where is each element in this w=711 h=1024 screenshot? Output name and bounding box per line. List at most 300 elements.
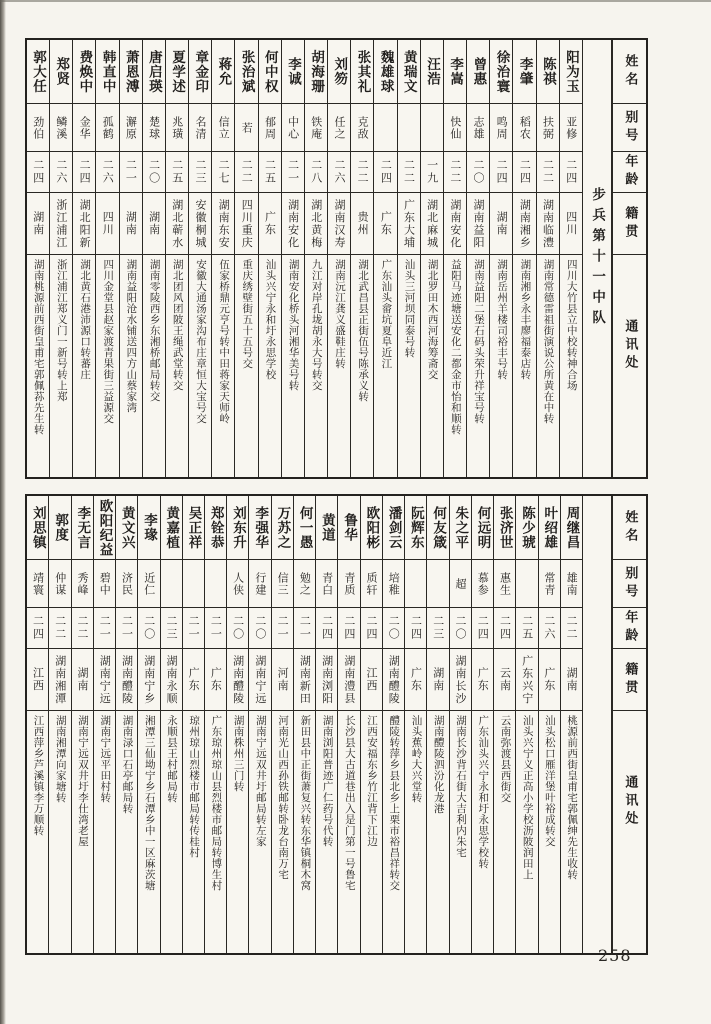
person-address: 汕头松口雁洋堡叶裕成转交 (543, 715, 556, 847)
person-name: 周继昌 (563, 505, 580, 550)
person-origin: 湖南新田 (298, 654, 312, 705)
person-column (421, 40, 444, 477)
person-name: 陈祺 (539, 57, 556, 86)
header-origin: 籍贯 (622, 205, 638, 242)
person-address: 湖南湘乡永丰廖福泰店转 (519, 259, 532, 380)
person-name: 唐启瑛 (145, 49, 162, 94)
person-name: 黄瑞文 (400, 49, 417, 94)
person-column (516, 496, 538, 953)
roster-table-bottom (25, 494, 648, 955)
person-origin: 广东兴宁 (520, 654, 534, 705)
person-column (205, 496, 227, 953)
person-name: 章金印 (192, 49, 209, 94)
person-column (316, 496, 338, 953)
person-name: 李强华 (252, 505, 269, 550)
person-origin: 湖南安化 (286, 198, 300, 249)
person-address: 湖北罗田木西河海筹斋交 (426, 259, 439, 380)
person-address: 湖南醴陵泗汾化龙港 (432, 715, 445, 814)
person-age: 二五 (263, 159, 277, 185)
person-name: 何友箴 (430, 505, 447, 550)
person-column (27, 496, 49, 953)
person-age: 二四 (365, 615, 379, 641)
person-address: 伍家桥鼎元亨号转中田蒋家天师岭 (218, 259, 231, 424)
person-name: 吴正祥 (185, 505, 202, 550)
person-column (259, 40, 282, 477)
header-name: 姓名 (622, 509, 638, 546)
person-origin: 湖南 (495, 211, 509, 236)
person-origin: 广东 (542, 667, 556, 692)
person-origin: 湖南汉寿 (332, 198, 346, 249)
person-alias: 鳞溪 (54, 115, 68, 140)
person-column (561, 496, 583, 953)
person-column (539, 496, 561, 953)
person-name: 李嵩 (447, 57, 464, 86)
header-alias: 别号 (622, 565, 638, 602)
person-column (374, 40, 397, 477)
person-address: 湖南益阳二堡石码头荣升祥宝号转 (473, 259, 485, 424)
person-column (328, 40, 351, 477)
person-age: 二四 (498, 615, 512, 641)
person-origin: 湖南 (31, 211, 45, 236)
person-address: 广东汕头畲坑夏阜近江 (380, 259, 393, 369)
person-alias: 郁周 (263, 115, 277, 140)
person-age: 二六 (332, 159, 346, 185)
person-name: 李瑑 (141, 513, 158, 542)
person-origin: 四川重庆 (240, 198, 254, 249)
person-age: 二〇 (387, 615, 401, 641)
person-age: 二〇 (453, 615, 467, 641)
person-origin: 广东 (409, 667, 423, 692)
person-column (305, 40, 328, 477)
person-address: 益阳马迹塘送安化二都金市怡和顺转 (449, 259, 462, 435)
person-age: 二二 (448, 159, 462, 185)
person-origin: 湖南宁远 (98, 654, 112, 705)
person-origin: 湖南宁远 (253, 654, 267, 705)
person-name: 张治斌 (238, 49, 255, 94)
person-name: 黄嘉植 (163, 505, 180, 550)
person-address: 永顺县王村邮局转 (165, 715, 178, 803)
person-name: 夏学述 (169, 49, 186, 94)
person-alias: 若 (240, 121, 254, 134)
person-name: 郑铨恭 (207, 505, 224, 550)
person-name: 胡海珊 (308, 49, 325, 94)
person-alias: 近仁 (142, 571, 156, 596)
person-alias: 青质 (342, 571, 356, 596)
person-origin: 湖南 (147, 211, 161, 236)
person-age: 二四 (379, 159, 393, 185)
person-column (49, 496, 71, 953)
person-address: 湖南常德雷祖街演说公所黄在中转 (542, 259, 555, 424)
person-name: 韩直中 (99, 49, 116, 94)
person-origin: 湖南益阳 (472, 198, 485, 249)
person-alias: 克敌 (356, 115, 370, 140)
person-age: 二一 (298, 615, 312, 641)
person-address: 广东琼州琼山县烈楼市邮局转博生村 (210, 715, 223, 891)
person-origin: 湖南湘潭 (53, 654, 67, 705)
person-alias: 中心 (286, 115, 300, 140)
person-column (73, 40, 96, 477)
person-address: 云南弥渡县西街交 (499, 715, 512, 803)
person-origin: 湖南 (76, 667, 89, 692)
person-address: 湖南宁远双井圩李仕湾老屋 (77, 715, 89, 847)
person-column (351, 40, 374, 477)
person-name: 欧阳彬 (363, 505, 380, 550)
person-name: 李肇 (516, 57, 533, 86)
person-age: 二四 (518, 159, 532, 185)
person-age: 二二 (541, 159, 555, 185)
person-origin: 四川 (564, 211, 578, 236)
person-address: 四川大竹县立中校转神合场 (565, 259, 578, 391)
person-age: 二六 (542, 615, 556, 641)
header-age: 年龄 (622, 154, 638, 190)
person-origin: 湖南临澧 (541, 198, 555, 249)
person-address: 湖南零陵西乡东湘桥邮局转交 (148, 259, 161, 402)
person-alias: 名清 (193, 115, 207, 140)
person-alias: 惠生 (498, 571, 512, 596)
header-origin: 籍贯 (622, 661, 638, 698)
person-name: 曾惠 (470, 57, 487, 86)
person-address: 汕头蕉岭大兴堂转 (410, 715, 423, 803)
person-name: 黄道 (318, 513, 335, 542)
person-origin: 浙江浦江 (54, 198, 68, 249)
person-column (383, 496, 405, 953)
person-column (227, 496, 249, 953)
person-alias: 任之 (332, 115, 346, 140)
person-column (94, 496, 116, 953)
person-alias: 金华 (78, 115, 92, 140)
person-name: 刘笏 (331, 57, 348, 86)
person-name: 何一愚 (296, 505, 313, 550)
header-column (612, 496, 646, 953)
person-age: 二〇 (142, 615, 156, 641)
person-alias: 勉之 (298, 571, 312, 596)
person-name: 费焕中 (76, 49, 93, 94)
person-age: 二二 (76, 615, 89, 641)
person-alias: 扶弼 (541, 115, 555, 140)
person-column (161, 496, 183, 953)
person-address: 湖南益阳沧水铺送四方山蔡家湾 (125, 259, 138, 413)
person-name: 何中权 (261, 49, 278, 94)
person-alias: 青白 (320, 571, 334, 596)
person-alias: 碧中 (98, 571, 112, 596)
person-name: 叶绍雄 (541, 505, 558, 550)
person-column (513, 40, 536, 477)
person-age: 二四 (320, 615, 334, 641)
person-origin: 广东 (187, 667, 201, 692)
person-name: 郭大任 (30, 49, 47, 94)
person-column (249, 496, 271, 953)
person-address: 重庆绣壁街五十五号交 (241, 259, 254, 369)
person-column (50, 40, 73, 477)
person-age: 二〇 (231, 615, 245, 641)
person-alias: 澥原 (124, 115, 138, 140)
person-age: 二四 (495, 159, 509, 185)
person-alias: 劲伯 (31, 115, 45, 140)
person-alias: 仲谋 (53, 571, 67, 596)
person-origin: 河南 (276, 667, 290, 692)
person-column (120, 40, 143, 477)
person-age: 二一 (124, 159, 138, 185)
person-origin: 湖北蕲水 (170, 198, 184, 249)
person-address: 湖南宁远双井圩邮局转左家 (254, 715, 267, 847)
person-address: 湖南桃源前西街皇甫宅郭佩荪先生转 (32, 259, 45, 435)
person-name: 何远明 (474, 505, 491, 550)
person-origin: 湖南永顺 (164, 654, 178, 705)
person-name: 魏雄球 (377, 49, 394, 94)
person-column (183, 496, 205, 953)
person-origin: 湖南 (431, 667, 445, 692)
person-column (472, 496, 494, 953)
person-alias: 慕参 (476, 571, 490, 596)
person-origin: 湖南醴陵 (120, 654, 134, 705)
person-alias: 稻农 (518, 115, 532, 140)
person-origin: 湖南长沙 (453, 654, 467, 705)
person-origin: 广东 (209, 667, 223, 692)
person-address: 湖北团风团陂王绳武堂转交 (171, 259, 184, 391)
header-name: 姓名 (622, 53, 638, 90)
person-address: 湖北武昌县正街伍号陈承义转 (357, 259, 370, 402)
person-age: 二三 (164, 615, 178, 641)
person-column (494, 496, 516, 953)
person-column (467, 40, 490, 477)
unit-column (583, 40, 612, 477)
person-origin: 贵州 (356, 211, 370, 236)
person-alias: 志雄 (472, 115, 485, 140)
person-name: 欧阳纪益 (96, 498, 113, 557)
person-alias: 靖寰 (31, 571, 45, 596)
person-column (537, 40, 560, 477)
person-age: 二五 (520, 615, 534, 641)
person-origin: 湖南醴陵 (231, 654, 245, 705)
person-age: 二五 (170, 159, 184, 185)
person-column (166, 40, 189, 477)
person-age: 二〇 (472, 159, 485, 185)
person-origin: 湖北麻城 (425, 198, 439, 249)
person-address: 江西安福东乡竹江背下江边 (366, 715, 379, 847)
person-address: 长沙县大古道巷出入是门第一号鲁宅 (343, 715, 356, 891)
person-column (560, 40, 583, 477)
person-column (444, 40, 467, 477)
person-alias: 信立 (217, 115, 231, 140)
person-column (294, 496, 316, 953)
person-address: 湖南浏阳普迹广仁药号代转 (321, 715, 334, 847)
person-column (143, 40, 166, 477)
person-age: 二四 (31, 615, 45, 641)
person-age: 二二 (240, 159, 254, 185)
person-origin: 湖北黄梅 (309, 198, 323, 249)
person-age: 二四 (476, 615, 490, 641)
person-column (138, 496, 160, 953)
person-age: 二一 (98, 615, 112, 641)
person-origin: 安徽桐城 (193, 198, 207, 249)
person-address: 江西萍乡芦溪镇李万顺转 (32, 715, 45, 836)
person-age: 二一 (286, 159, 300, 185)
person-column (282, 40, 305, 477)
person-age: 二四 (78, 159, 92, 185)
person-address: 汕头兴宁义正高小学校沥陂润田上 (521, 715, 534, 880)
person-origin: 广东 (263, 211, 277, 236)
person-name: 郭度 (52, 513, 69, 542)
person-address: 湖南岳州羊楼司裕丰号转 (496, 259, 509, 380)
person-name: 潘剑云 (385, 505, 402, 550)
person-age: 二四 (342, 615, 356, 641)
person-age: 二二 (356, 159, 370, 185)
roster-table-top (25, 38, 648, 479)
person-alias: 亚修 (564, 115, 578, 140)
person-column (361, 496, 383, 953)
person-column (398, 40, 421, 477)
page-number: 258 (598, 946, 632, 965)
person-origin: 云南 (498, 667, 512, 692)
person-age: 二六 (101, 159, 115, 185)
person-address: 湖南株州三门转 (232, 715, 245, 792)
person-age: 二七 (217, 159, 231, 185)
person-name: 朱之平 (452, 505, 469, 550)
person-address: 九江对岸孔垅胡永大号转交 (310, 259, 323, 391)
person-alias: 楚球 (147, 115, 161, 140)
person-column (27, 40, 50, 477)
person-address: 桃源前西街皇甫宅郭佩绅先生收转 (566, 715, 579, 880)
person-column (235, 40, 258, 477)
person-name: 万苏之 (274, 505, 291, 550)
person-alias: 超 (453, 577, 467, 590)
person-origin: 江西 (365, 667, 379, 692)
person-age: 二四 (564, 159, 578, 185)
person-alias: 质轩 (365, 571, 379, 596)
header-address: 通讯处 (622, 775, 638, 829)
person-alias: 行建 (253, 571, 267, 596)
person-name: 阮辉东 (407, 505, 424, 550)
person-origin: 湖南宁乡 (142, 654, 156, 705)
person-address: 湖南渌口石亭邮局转 (121, 715, 134, 814)
person-column (96, 40, 119, 477)
person-column (272, 496, 294, 953)
person-origin: 湖南醴陵 (387, 654, 401, 705)
person-origin: 广东 (476, 667, 490, 692)
header-column (612, 40, 646, 477)
person-name: 郑贤 (53, 57, 70, 86)
person-name: 阳为玉 (563, 49, 579, 94)
person-column (212, 40, 235, 477)
person-address: 湖北黄石港沛源口转蕃庄 (79, 259, 92, 380)
person-name: 黄文兴 (118, 505, 135, 550)
person-address: 湘潭三仙坳宁乡石潭乡中一区麻茨塘 (143, 715, 156, 891)
person-name: 张济世 (496, 505, 513, 550)
person-column (450, 496, 472, 953)
person-address: 汕头三河坝同泰号转 (403, 259, 416, 358)
person-age: 二六 (54, 159, 68, 185)
person-column (189, 40, 212, 477)
person-name: 鲁华 (341, 513, 358, 542)
person-age: 二一 (209, 615, 223, 641)
person-column (338, 496, 360, 953)
person-origin: 四川 (101, 211, 115, 236)
person-alias: 雄南 (565, 571, 579, 596)
unit-column (583, 496, 612, 953)
person-name: 李无言 (74, 505, 91, 550)
unit-label: 步兵第十一中队 (589, 186, 606, 331)
person-address: 新田县中正街萧复兴转东华镇桐木窝 (299, 715, 312, 891)
person-name: 蒋允 (215, 57, 232, 86)
person-alias: 鸣周 (495, 115, 509, 140)
person-address: 四川金堂县赵家渡青果街三益源交 (102, 259, 115, 424)
person-address: 安徽大通汤家沟布庄章恒大宝号交 (194, 259, 207, 424)
person-age: 二四 (409, 615, 423, 641)
person-address: 广东汕头兴宁永和圩永思学校转 (477, 715, 490, 869)
person-address: 醴陵转萍乡县北乡上栗市裕昌祥转交 (388, 715, 401, 891)
person-alias: 铁庵 (309, 115, 323, 140)
person-origin: 湖南浏阳 (320, 654, 334, 705)
person-age: 二三 (431, 615, 445, 641)
person-name: 李诚 (284, 57, 301, 86)
person-name: 刘东升 (229, 505, 246, 550)
person-alias: 常青 (542, 571, 556, 596)
person-name: 萧恩溥 (122, 49, 139, 94)
person-age: 二三 (193, 159, 207, 185)
person-origin: 湖南安化 (448, 198, 462, 249)
person-name: 刘思镇 (29, 505, 46, 550)
person-address: 浙江浦江郑义门一新号转上郑 (55, 259, 68, 402)
person-address: 河南光山西孙铁邮转卧龙台南万宅 (277, 715, 290, 880)
person-alias: 培稚 (387, 571, 401, 596)
person-age: 二二 (402, 159, 416, 185)
person-age: 二八 (309, 159, 323, 185)
person-name: 徐治寰 (493, 49, 510, 94)
person-alias: 快仙 (448, 115, 462, 140)
person-column (490, 40, 513, 477)
person-age: 二一 (120, 615, 134, 641)
person-address: 湖南安化桥头河湘华美号转 (287, 259, 300, 391)
person-alias: 人侠 (231, 571, 245, 596)
person-address: 琼州琼山烈楼市邮局转传桂村 (188, 715, 201, 858)
person-origin: 湖南湘乡 (518, 198, 532, 249)
person-name: 陈少琥 (519, 505, 535, 550)
person-age: 二二 (565, 615, 579, 641)
person-origin: 湖北阳新 (78, 198, 92, 249)
person-name: 张其礼 (354, 49, 371, 94)
person-age: 二一 (276, 615, 290, 641)
person-column (72, 496, 94, 953)
person-origin: 湖南澧县 (342, 654, 356, 705)
person-origin: 广东大埔 (402, 198, 416, 249)
person-age: 二一 (187, 615, 201, 641)
person-address: 湖南湘潭向家塘转 (54, 715, 67, 803)
person-origin: 湖南 (124, 211, 138, 236)
person-column (427, 496, 449, 953)
person-address: 湖南宁远平田村转 (99, 715, 112, 803)
person-column (116, 496, 138, 953)
person-origin: 江西 (31, 667, 45, 692)
person-alias: 信三 (276, 571, 290, 596)
person-column (405, 496, 427, 953)
person-origin: 湖南 (565, 667, 579, 692)
person-origin: 广东 (379, 211, 393, 236)
header-age: 年龄 (622, 610, 638, 646)
person-name: 汪浩 (423, 57, 440, 86)
header-address: 通讯处 (622, 319, 638, 373)
person-alias: 秀峰 (76, 571, 89, 596)
page-top-edge (0, 0, 711, 2)
person-age: 二二 (53, 615, 67, 641)
person-address: 汕头兴宁永和圩永思学校 (264, 259, 277, 380)
person-age: 二〇 (147, 159, 161, 185)
person-address: 湖南沅江龚义盛鞋庄转 (333, 259, 346, 369)
person-origin: 湖南东安 (217, 198, 231, 249)
person-age: 二〇 (253, 615, 267, 641)
page-edge-shadow (0, 0, 6, 1024)
person-alias: 兆璜 (170, 115, 184, 140)
header-alias: 别号 (622, 109, 638, 146)
